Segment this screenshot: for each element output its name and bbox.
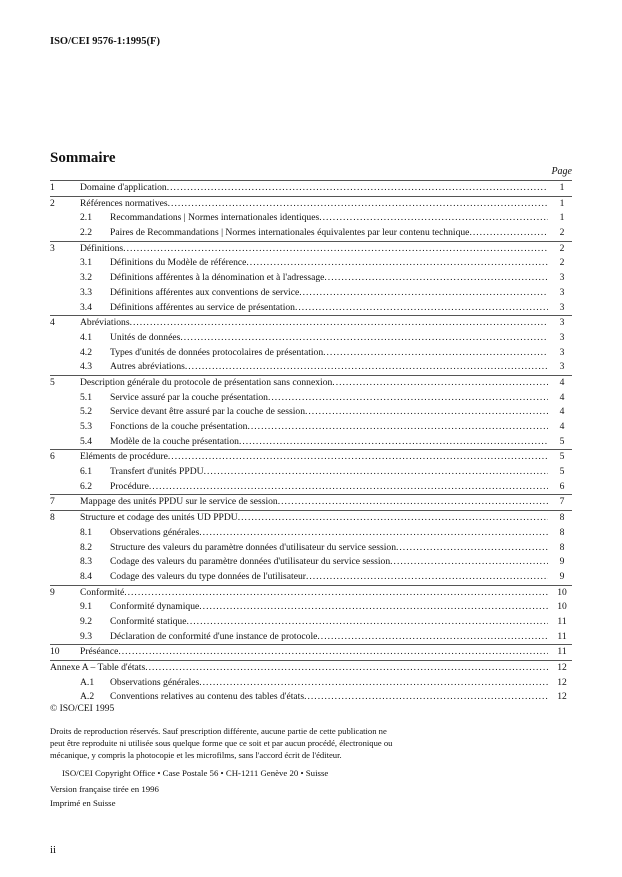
toc-entry-page: 12: [557, 676, 567, 688]
leader-dots: [304, 690, 548, 705]
toc-entry[interactable]: [50, 211, 572, 226]
toc-entry-title: Eléments de procédure: [80, 451, 168, 463]
leader-dots: [324, 271, 548, 286]
toc-entry-page: 11: [557, 630, 567, 642]
leader-dots: [295, 301, 548, 316]
toc-entry[interactable]: [50, 570, 572, 585]
toc-entry-page: 2: [559, 242, 565, 254]
toc-entry-title: Paires de Recommandations | Normes internationales équivalentes par leur contenu technique: [110, 227, 470, 239]
toc-entry-number: 4.1: [80, 331, 92, 343]
toc-entry-page: 12: [557, 662, 567, 673]
toc-entry-page: 3: [559, 301, 565, 313]
leader-dots: [204, 465, 548, 480]
toc-entry-page: 8: [559, 541, 565, 553]
toc-entry[interactable]: [50, 615, 572, 630]
leader-dots: [278, 495, 548, 510]
toc-entry[interactable]: [50, 346, 572, 361]
toc-entry[interactable]: [50, 676, 572, 691]
leader-dots: [246, 256, 548, 271]
toc-entry-number: 2: [50, 197, 55, 209]
leader-dots: [390, 555, 548, 570]
toc-entry-page: 9: [559, 570, 565, 582]
toc-entry-title: Conformité: [80, 586, 125, 598]
toc-entry-title: Transfert d'unités PPDU: [110, 466, 204, 478]
leader-dots: [199, 600, 548, 615]
leader-dots: [130, 316, 548, 331]
toc-entry-title: Types d'unités de données protocolaires de présentation: [110, 346, 324, 358]
toc-entry-number: 5: [50, 376, 55, 388]
toc-entry-title: Annexe A – Table d'états: [50, 662, 146, 673]
toc-entry[interactable]: [50, 315, 572, 331]
toc-entry-number: A.1: [80, 676, 95, 688]
toc-entry-number: 4.2: [80, 346, 92, 358]
toc-entry-number: A.2: [80, 691, 95, 703]
toc-entry-title: Définitions afférentes au service de présentation: [110, 301, 295, 313]
leader-dots: [305, 405, 548, 420]
page-number: ii: [50, 844, 57, 856]
toc-entry-title: Structure et codage des unités UD PPDU: [80, 512, 238, 524]
toc-entry-page: 12: [557, 691, 567, 703]
toc-entry-number: 8.4: [80, 570, 92, 582]
toc-entry-title: Définitions du Modèle de référence: [110, 257, 247, 269]
toc-entry-title: Références normatives: [80, 197, 168, 209]
leader-dots: [180, 331, 548, 346]
toc-entry[interactable]: [50, 526, 572, 541]
toc-entry[interactable]: [50, 241, 572, 257]
toc-entry-page: 3: [559, 286, 565, 298]
toc-entry[interactable]: [50, 375, 572, 391]
toc-entry-page: 10: [557, 601, 567, 613]
toc-entry[interactable]: [50, 256, 572, 271]
toc-entry-number: 3: [50, 242, 55, 254]
toc-entry-number: 3.4: [80, 301, 92, 313]
leader-dots: [167, 181, 548, 196]
toc-entry-number: 1: [50, 182, 55, 193]
toc-entry[interactable]: [50, 480, 572, 495]
toc-entry-title: Conformité dynamique: [110, 601, 200, 613]
toc-entry[interactable]: [50, 196, 572, 212]
toc-entry[interactable]: [50, 600, 572, 615]
toc-entry[interactable]: [50, 435, 572, 450]
version-note: Version française tirée en 1996: [50, 784, 159, 794]
toc-entry-page: 5: [559, 466, 565, 478]
leader-dots: [145, 661, 548, 676]
leader-dots: [268, 391, 548, 406]
toc-entry-title: Codage des valeurs du paramètre données d'utilisateur du service session: [110, 556, 391, 568]
toc-entry-page: 6: [559, 480, 565, 492]
leader-dots: [332, 376, 548, 391]
toc-entry[interactable]: [50, 391, 572, 406]
leader-dots: [396, 541, 548, 556]
leader-dots: [299, 286, 548, 301]
toc-entry-number: 2.2: [80, 227, 92, 239]
toc-entry-title: Abréviations: [80, 317, 130, 329]
toc-entry[interactable]: [50, 555, 572, 570]
printed-note: Imprimé en Suisse: [50, 798, 116, 808]
toc-entry-page: 1: [559, 212, 565, 224]
toc-entry[interactable]: [50, 286, 572, 301]
leader-dots: [469, 226, 548, 241]
leader-dots: [317, 630, 548, 645]
toc-entry-title: Préséance: [80, 646, 119, 658]
leader-dots: [247, 420, 548, 435]
toc-entry-page: 7: [559, 496, 565, 508]
leader-dots: [199, 526, 548, 541]
toc-entry-title: Conformité statique: [110, 615, 187, 627]
leader-dots: [185, 360, 548, 375]
toc-entry-page: 5: [559, 451, 565, 463]
toc-entry-number: 3.2: [80, 272, 92, 284]
toc-entry-page: 1: [559, 182, 565, 193]
toc-entry[interactable]: [50, 510, 572, 526]
toc-entry-number: 4.3: [80, 361, 92, 373]
toc-entry-title: Autres abréviations: [110, 361, 185, 373]
toc-entry-number: 9.2: [80, 615, 92, 627]
leader-dots: [199, 676, 548, 691]
toc-entry[interactable]: [50, 585, 572, 601]
toc-entry-title: Conventions relatives au contenu des tables d'états: [110, 691, 305, 703]
toc-entry-number: 10: [50, 646, 60, 658]
toc-entry[interactable]: [50, 494, 572, 510]
toc-entry-page: 4: [559, 376, 565, 388]
toc-entry-title: Observations générales: [110, 676, 200, 688]
toc-entry-number: 7: [50, 496, 55, 508]
toc-entry[interactable]: [50, 465, 572, 480]
toc-entry-page: 2: [559, 227, 565, 239]
toc-entry-page: 11: [557, 615, 567, 627]
leader-dots: [149, 480, 548, 495]
toc-entry-page: 1: [559, 197, 565, 209]
toc-entry-title: Recommandations | Normes internationales identiques: [110, 212, 320, 224]
toc-entry-title: Mappage des unités PPDU sur le service de session: [80, 496, 278, 508]
toc-entry-number: 3.3: [80, 286, 92, 298]
rights-statement: Droits de reproduction réservés. Sauf prescription différente, aucune partie de cette publication ne peut être reproduite ni utilisée sous quelque forme que ce soit et par aucun procédé, électronique ou mécanique, y compris la photocopie et les microfilms, sans l'accord écrit de l'éditeur.: [50, 726, 393, 760]
toc-entry-page: 11: [557, 646, 567, 658]
toc-entry-number: 5.2: [80, 406, 92, 418]
toc-entry-title: Service assuré par la couche présentation: [110, 391, 268, 403]
toc-entry-page: 3: [559, 317, 565, 329]
leader-dots: [239, 435, 548, 450]
toc-entry-page: 3: [559, 331, 565, 343]
copyright-notice: © ISO/CEI 1995: [50, 704, 115, 714]
toc-entry-number: 5.3: [80, 421, 92, 432]
toc-entry[interactable]: [50, 630, 572, 645]
toc-entry-number: 5.1: [80, 391, 92, 403]
leader-dots: [319, 211, 548, 226]
toc-entry-number: 2.1: [80, 212, 92, 224]
toc-entry-page: 3: [559, 272, 565, 284]
toc-entry-title: Procédure: [110, 480, 149, 492]
toc-entry-number: 5.4: [80, 435, 92, 447]
toc-entry-title: Déclaration de conformité d'une instance de protocole: [110, 630, 318, 642]
toc-entry-number: 8.1: [80, 526, 92, 538]
toc-entry-title: Définitions: [80, 242, 124, 254]
toc-entry-number: 8: [50, 512, 55, 524]
toc-entry-number: 6.2: [80, 480, 92, 492]
leader-dots: [306, 570, 548, 585]
page-column-label: Page: [551, 166, 572, 177]
toc-entry-title: Unités de données: [110, 331, 181, 343]
toc-entry[interactable]: [50, 660, 572, 676]
toc-entry-page: 8: [559, 512, 565, 524]
toc-entry[interactable]: [50, 301, 572, 316]
toc-entry-number: 3.1: [80, 257, 92, 269]
toc-entry-number: 9.1: [80, 601, 92, 613]
toc-entry-number: 9: [50, 586, 55, 598]
toc-entry[interactable]: [50, 420, 572, 435]
toc-entry-page: 2: [559, 257, 565, 269]
toc-entry-page: 10: [557, 586, 567, 598]
table-of-contents: [50, 180, 572, 705]
page-title: Sommaire: [50, 150, 116, 166]
toc-entry-title: Domaine d'application: [80, 182, 167, 193]
document-header: ISO/CEI 9576-1:1995(F): [50, 36, 160, 47]
toc-entry-page: 4: [559, 406, 565, 418]
toc-entry[interactable]: [50, 690, 572, 705]
toc-entry[interactable]: [50, 644, 572, 660]
toc-entry-page: 8: [559, 526, 565, 538]
toc-entry-title: Modèle de la couche présentation: [110, 435, 239, 447]
toc-entry[interactable]: [50, 226, 572, 241]
toc-entry-title: Définitions afférentes aux conventions de service: [110, 286, 300, 298]
toc-entry-title: Structure des valeurs du paramètre données d'utilisateur du service session: [110, 541, 396, 553]
toc-entry[interactable]: [50, 405, 572, 420]
leader-dots: [238, 511, 548, 526]
toc-entry-number: 8.2: [80, 541, 92, 553]
toc-entry[interactable]: [50, 541, 572, 556]
toc-entry-page: 4: [559, 391, 565, 403]
toc-entry-title: Codage des valeurs du type données de l'utilisateur: [110, 570, 306, 582]
toc-entry-title: Description générale du protocole de présentation sans connexion: [80, 376, 333, 388]
leader-dots: [123, 242, 548, 257]
toc-entry-title: Observations générales: [110, 526, 200, 538]
leader-dots: [118, 645, 548, 660]
toc-entry-page: 3: [559, 346, 565, 358]
toc-entry[interactable]: [50, 331, 572, 346]
toc-entry-number: 4: [50, 317, 55, 329]
toc-entry-page: 4: [559, 421, 565, 432]
leader-dots: [186, 615, 548, 630]
toc-entry[interactable]: [50, 360, 572, 375]
toc-entry[interactable]: [50, 449, 572, 465]
toc-entry-title: Service devant être assuré par la couche de session: [110, 406, 305, 418]
toc-entry-number: 6.1: [80, 466, 92, 478]
toc-entry-page: 5: [559, 435, 565, 447]
copyright-office-address: ISO/CEI Copyright Office • Case Postale 56 • CH-1211 Genève 20 • Suisse: [62, 768, 329, 778]
leader-dots: [124, 586, 548, 601]
leader-dots: [168, 197, 548, 212]
toc-entry[interactable]: [50, 180, 572, 196]
toc-entry-page: 3: [559, 361, 565, 373]
leader-dots: [323, 346, 548, 361]
toc-entry[interactable]: [50, 271, 572, 286]
leader-dots: [168, 450, 548, 465]
toc-entry-page: 9: [559, 556, 565, 568]
toc-entry-title: Définitions afférentes à la dénomination et à l'adressage: [110, 272, 325, 284]
toc-entry-title: Fonctions de la couche présentation: [110, 421, 248, 432]
toc-entry-number: 6: [50, 451, 55, 463]
toc-entry-number: 8.3: [80, 556, 92, 568]
toc-entry-number: 9.3: [80, 630, 92, 642]
